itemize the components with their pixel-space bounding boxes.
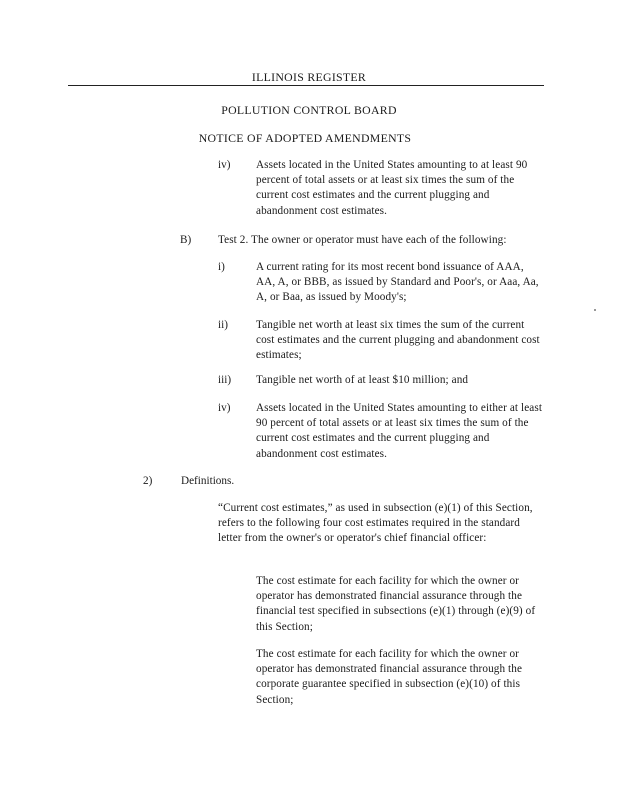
- item-text-ii: Tangible net worth at least six times the sum of the current cost estimates and the current plugging and abandonment cost estimates;: [256, 319, 540, 362]
- definitions-intro: “Current cost estimates,” as used in subsection (e)(1) of this Section, refers to the following four cost estimates required in the standard letter from the owner's or operator's chief financial officer:: [218, 502, 533, 545]
- item-label-iii: iii): [218, 374, 232, 386]
- definitions-heading: Definitions.: [181, 475, 235, 487]
- item-text-iii: Tangible net worth of at least $10 million; and: [256, 374, 469, 386]
- item-text-iv-first: Assets located in the United States amounting to at least 90 percent of total assets or at least six times the sum of the current cost estimates and the current plugging and abandonment cost estimates.: [256, 159, 528, 217]
- test2-text: Test 2. The owner or operator must have each of the following:: [218, 234, 507, 246]
- section-label-2: 2): [143, 475, 153, 487]
- item-text-iv: Assets located in the United States amounting to either at least 90 percent of total assets or at least six times the sum of the current cost estimates and the current plugging and abandonment cost estimates.: [256, 402, 543, 460]
- item-label-ii: ii): [218, 319, 228, 331]
- item-label-iv-first: iv): [218, 159, 231, 171]
- register-title: ILLINOIS REGISTER: [251, 70, 367, 84]
- notice-title: NOTICE OF ADOPTED AMENDMENTS: [198, 131, 412, 145]
- item-label-iv: iv): [218, 402, 231, 414]
- item-label-i: i): [218, 261, 225, 273]
- definition-item-2: The cost estimate for each facility for which the owner or operator has demonstrated financial assurance through the corporate guarantee specified in subsection (e)(10) of this Section;: [256, 648, 523, 706]
- scan-speck: [594, 309, 596, 311]
- board-title: POLLUTION CONTROL BOARD: [221, 103, 397, 117]
- header-rule: [68, 85, 544, 86]
- definition-item-1: The cost estimate for each facility for which the owner or operator has demonstrated financial assurance through the financial test specified in subsections (e)(1) through (e)(9) of this Section;: [256, 575, 536, 633]
- section-label-b: B): [180, 234, 192, 246]
- item-text-i: A current rating for its most recent bond issuance of AAA, AA, A, or BBB, as issued by Standard and Poor's, or Aaa, Aa, A, or Baa, as issued by Moody's;: [256, 261, 539, 304]
